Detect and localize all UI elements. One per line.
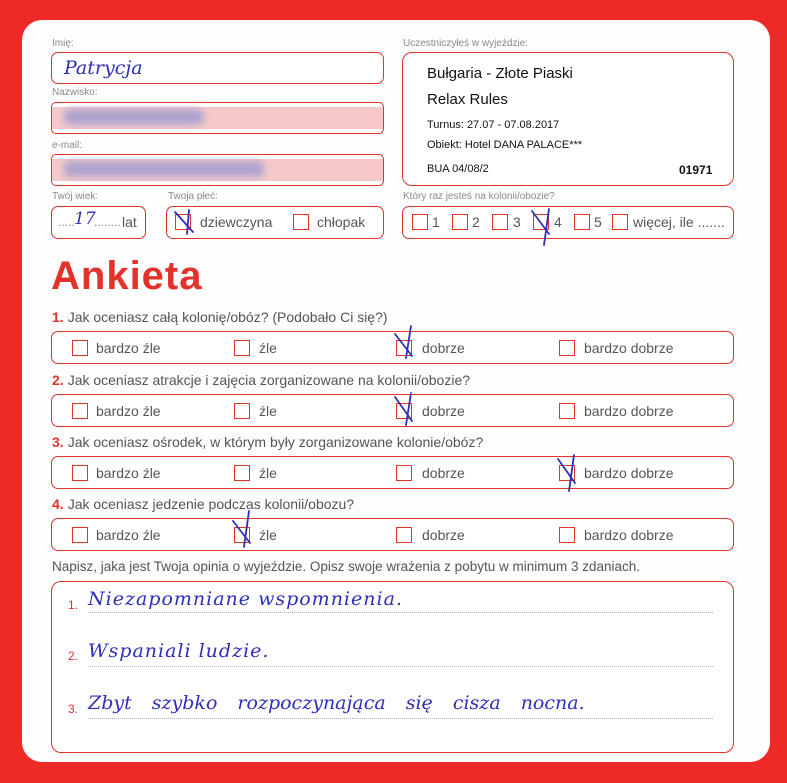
trip-program: Relax Rules [427,91,508,108]
opinion-prompt: Napisz, jaka jest Twoja opinia o wyjeździe. Opisz swoje wrażenia z pobytu w minimum 3 zdaniach. [52,559,641,574]
question-4-options [51,518,734,551]
opinion-number-1: 1. [68,598,79,612]
surname-redacted [64,109,204,125]
name-value: Patrycja [64,57,143,79]
opinion-text-1: Niezapomniane wspomnienia. [88,588,403,610]
survey-card [22,20,770,762]
visit-option-2: 2 [472,214,480,230]
trip-label: Uczestniczyłeś w wyjeździe: [403,38,529,49]
opinion-number-3: 3. [68,702,79,716]
q1-checkbox-bad[interactable] [234,340,250,356]
q2-check-mark [390,391,416,427]
question-3-number: 3. [52,434,64,450]
visit-checkbox-5[interactable] [574,214,590,230]
trip-object: Obiekt: Hotel DANA PALACE*** [427,139,583,151]
q4-checkbox-good[interactable] [396,527,412,543]
gender-field [166,206,384,239]
gender-check-mark [171,208,197,236]
visit-checkbox-1[interactable] [412,214,428,230]
q2-checkbox-bad[interactable] [234,403,250,419]
age-field[interactable] [51,206,146,239]
surname-field[interactable] [51,102,384,134]
age-dots-right: ........ [94,215,121,229]
visit-option-1: 1 [432,214,440,230]
q4-checkbox-very-good[interactable] [559,527,575,543]
opinion-line-3 [88,718,713,719]
q1-option-very-bad: bardzo źle [96,340,161,356]
trip-destination: Bułgaria - Złote Piaski [427,65,573,82]
question-4-text: Jak oceniasz jedzenie podczas kolonii/obozu? [67,496,355,512]
gender-checkbox-boy[interactable] [293,214,309,230]
question-4-number: 4. [52,496,64,512]
question-2-text: Jak oceniasz atrakcje i zajęcia zorganizowane na kolonii/obozie? [67,372,471,388]
opinion-text-2: Wspaniali ludzie. [88,640,270,662]
q1-option-good: dobrze [422,340,465,356]
question-1-number: 1. [52,309,64,325]
name-field[interactable] [51,52,384,84]
q2-checkbox-very-good[interactable] [559,403,575,419]
name-label: Imię: [52,38,74,49]
gender-label: Twoja płeć: [168,191,219,202]
q2-option-good: dobrze [422,403,465,419]
q3-option-bad: źle [259,465,277,481]
q4-checkbox-very-bad[interactable] [72,527,88,543]
gender-option-boy: chłopak [317,214,366,230]
age-value: 17 [74,209,96,229]
visit-check-mark [527,207,555,247]
q1-option-bad: źle [259,340,277,356]
visit-checkbox-2[interactable] [452,214,468,230]
q4-option-bad: źle [259,527,277,543]
q3-check-mark [553,453,579,493]
visit-option-4: 4 [554,214,562,230]
q1-checkbox-very-good[interactable] [559,340,575,356]
visit-option-5: 5 [594,214,602,230]
opinion-line-1 [88,612,713,613]
visit-option-3: 3 [513,214,521,230]
email-redacted [64,161,264,177]
visit-field [402,206,734,239]
email-field[interactable] [51,154,384,186]
q1-check-mark [390,322,416,362]
trip-number: 01971 [679,163,713,177]
q4-option-very-bad: bardzo źle [96,527,161,543]
visit-label: Który raz jesteś na kolonii/obozie? [403,191,555,202]
opinion-line-2 [88,666,713,667]
question-2 [52,372,470,388]
age-unit: lat [122,214,137,230]
surname-label: Nazwisko: [52,87,98,98]
q4-option-very-good: bardzo dobrze [584,527,674,543]
question-2-number: 2. [52,372,64,388]
q2-option-very-good: bardzo dobrze [584,403,674,419]
question-1-text: Jak oceniasz całą kolonię/obóz? (Podobało Ci się?) [67,309,388,325]
q3-checkbox-very-bad[interactable] [72,465,88,481]
opinion-number-2: 2. [68,649,79,663]
survey-title: Ankieta [51,254,203,298]
q3-checkbox-good[interactable] [396,465,412,481]
q2-checkbox-very-bad[interactable] [72,403,88,419]
question-3-text: Jak oceniasz ośrodek, w którym były zorganizowane kolonie/obóz? [67,434,484,450]
opinion-text-3: Zbyt szybko rozpoczynająca się cisza nocna. [88,692,585,714]
q3-option-good: dobrze [422,465,465,481]
question-3 [52,434,483,450]
visit-checkbox-3[interactable] [492,214,508,230]
q1-option-very-good: bardzo dobrze [584,340,674,356]
q4-option-good: dobrze [422,527,465,543]
question-3-options [51,456,734,489]
trip-code: BUA 04/08/2 [427,163,489,175]
question-1 [52,309,388,325]
visit-checkbox-more[interactable] [612,214,628,230]
q2-option-bad: źle [259,403,277,419]
trip-turnus: Turnus: 27.07 - 07.08.2017 [427,119,560,131]
email-label: e-mail: [52,140,83,151]
question-4 [52,496,354,512]
trip-info-box [402,52,734,186]
q2-option-very-bad: bardzo źle [96,403,161,419]
q4-check-mark [228,509,254,549]
gender-option-girl: dziewczyna [200,214,273,230]
q3-checkbox-bad[interactable] [234,465,250,481]
question-1-options [51,331,734,364]
q1-checkbox-very-bad[interactable] [72,340,88,356]
opinion-box[interactable] [51,581,734,753]
age-dots-left: ..... [58,215,75,229]
age-label: Twój wiek: [52,191,99,202]
q3-option-very-bad: bardzo źle [96,465,161,481]
visit-option-more: więcej, ile ....... [633,214,725,230]
q3-option-very-good: bardzo dobrze [584,465,674,481]
question-2-options [51,394,734,427]
